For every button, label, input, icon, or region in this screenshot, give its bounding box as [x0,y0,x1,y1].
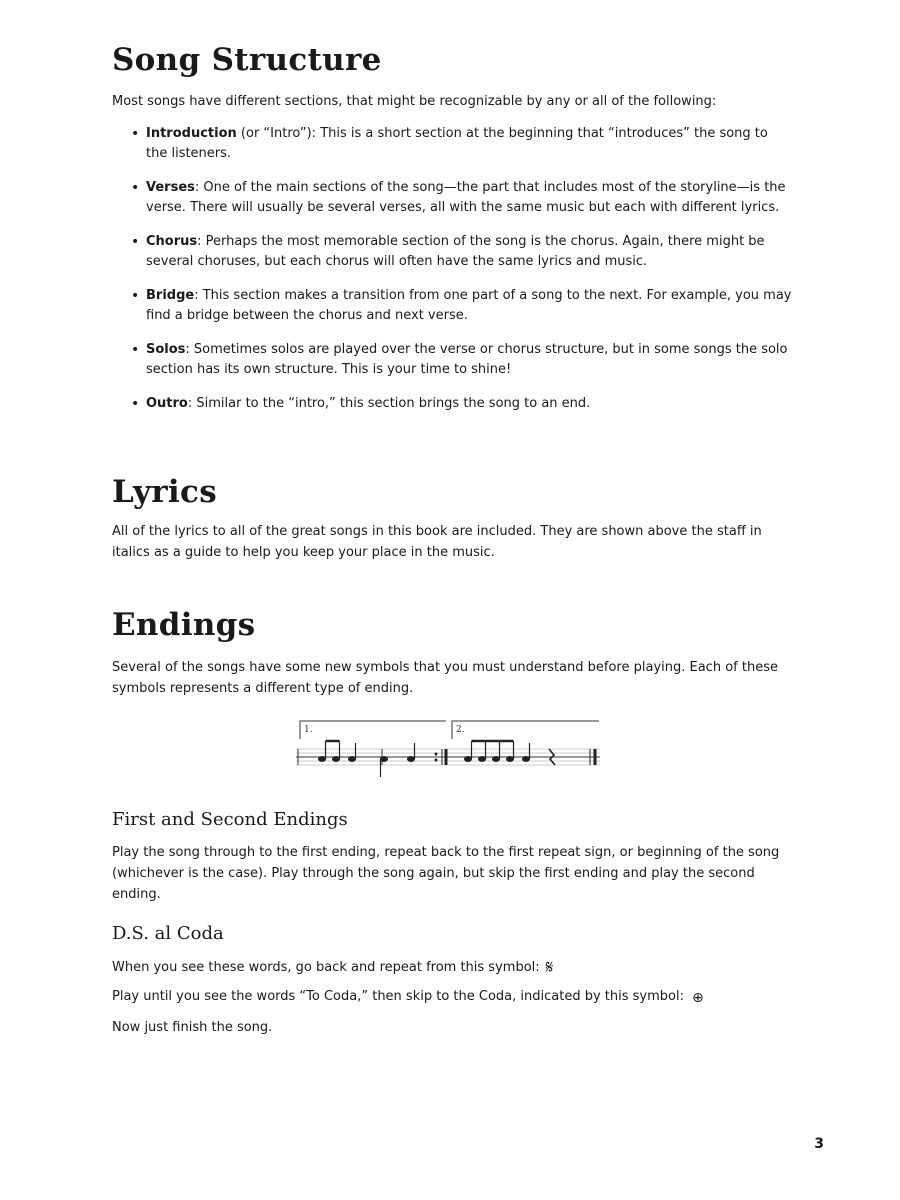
ds-line-3: Now just finish the song. [112,1019,273,1035]
list-item-bridge [112,286,792,326]
page-content [112,40,792,1038]
first-ending-label: 1. [304,724,313,735]
second-ending-label: 2. [456,724,465,735]
section-list [112,124,792,414]
term: Outro [146,396,188,412]
first-second-endings-heading: First and Second Endings [112,808,348,830]
song-structure-heading: Song Structure [112,42,382,78]
music-staff-example [112,715,792,795]
list-item-solos [112,340,792,380]
ds-instruction-text: When you see these words, go back and repeat from this symbol: [112,959,540,975]
definition: : Similar to the “intro,” this section brings the song to an end. [187,396,591,412]
definition: (or “Intro”): This is a short section at the beginning that “introduces” the song to the listeners. [146,126,768,162]
list-item-introduction [112,124,792,164]
first-second-endings-body: Play the song through to the first ending, repeat back to the first repeat sign, or beginning of the song (whichever is the case). Play through the song again, but skip the first ending and play the second ending. [112,845,780,903]
segno-icon: 𝄋 [545,956,554,978]
ds-al-coda-heading: D.S. al Coda [112,923,224,945]
term: Chorus [146,234,198,250]
definition: : One of the main sections of the song—the part that includes most of the storyline—is the verse. There will usually be several verses, all with the same music but each with different lyrics. [146,180,786,216]
page-number: 3 [814,1136,824,1152]
term: Introduction [146,126,237,142]
coda-icon: ⊕ [691,989,704,1006]
staff-notation [296,715,616,785]
definition: : Perhaps the most memorable section of the song is the chorus. Again, there might be several choruses, but each chorus will often have the same lyrics and music. [146,234,765,270]
ds-line-2 [112,986,792,1009]
term: Solos [146,342,186,358]
endings-heading: Endings [112,607,256,644]
list-item-verses [112,178,792,218]
term: Bridge [146,288,195,304]
list-item-chorus [112,232,792,272]
list-item-outro [112,394,792,414]
definition: : Sometimes solos are played over the verse or chorus structure, but in some songs the solo section has its own structure. This is your time to shine! [146,342,788,378]
lyrics-body: All of the lyrics to all of the great songs in this book are included. They are shown above the staff in italics as a guide to help you keep your place in the music. [112,524,762,561]
coda-instruction-text: Play until you see the words “To Coda,” then skip to the Coda, indicated by this symbol: [112,988,684,1004]
song-structure-intro: Most songs have different sections, that might be recognizable by any or all of the following: [112,94,717,110]
term: Verses [146,180,195,196]
endings-body: Several of the songs have some new symbols that you must understand before playing. Each of these symbols represents a different type of ending. [112,659,778,696]
definition: : This section makes a transition from one part of a song to the next. For example, you may find a bridge between the chorus and next verse. [146,288,792,324]
ds-line-1 [112,957,792,978]
lyrics-heading: Lyrics [112,474,217,511]
